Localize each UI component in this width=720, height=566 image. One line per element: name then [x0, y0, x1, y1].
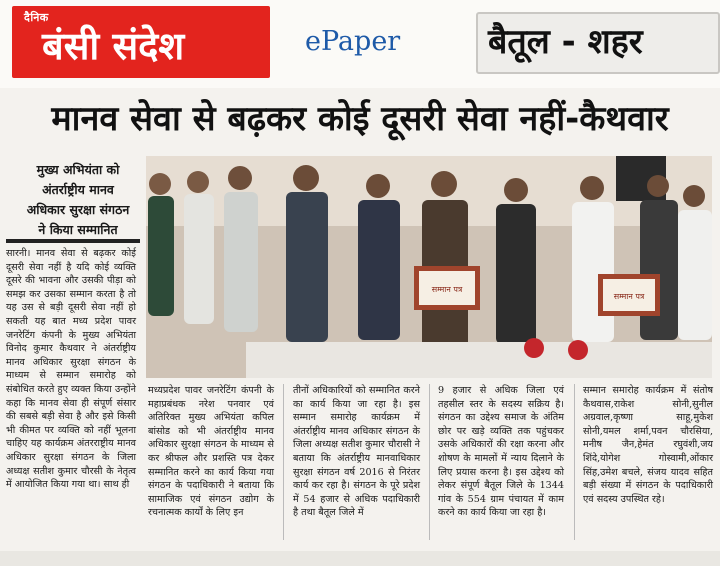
masthead — [0, 0, 720, 88]
certificate-left-label: सम्मान पत्र — [431, 285, 463, 294]
column-divider — [429, 384, 430, 540]
epaper-label: ePaper — [305, 26, 401, 57]
article-subhead: मुख्य अभियंता को अंतर्राष्ट्रीय मानव अधिकार सुरक्षा संगठन ने किया सम्मानित — [26, 162, 130, 237]
article-column-3: तीनों अधिकारियों को सम्मानित करने का कार्य किया जा रहा है। इस सम्मान समारोह कार्यक्रम में अंतर्राष्ट्रीय मानव अधिकार संगठन के जिला अध्यक्ष सतीश कुमार चौरासी ने बताया कि अंतर्राष्ट्रीय मानवाधिकार सुरक्षा संगठन वर्ष 2016 से निरंतर कार्य कर रहा है। संगठन के पूरे प्रदेश में 54 हजार से अधिक पदाधिकारी है तथा बैतूल जिले में — [293, 385, 420, 519]
column-divider — [574, 384, 575, 540]
article-column-5: सम्मान समारोह कार्यक्रम में संतोष कैथवास,राकेश सोनी,सुनील अग्रवाल,कृष्णा साहू,मुकेश सोनी,यमल शर्मा,पवन चौरसिया, मनीष जैन,हेमंत रघुवंशी,जय शिंदे,योगेश गोस्वामी,ओंकार सिंह,उमेश बचले, संजय यादव सहित बड़ी संख्या में संगठन के पदाधिकारी एवं सदस्य उपस्थित रहे। — [583, 385, 713, 505]
section-title: बैतूल - शहर — [488, 22, 643, 62]
article-column-1: सारनी। मानव सेवा से बढ़कर कोई दूसरी सेवा नहीं है यदि कोई व्यक्ति दूसरे की भावना और उसकी पीड़ा को समझ कर उसका सम्मान करता है तो यह उस से बड़ी दूसरी सेवा नहीं हो सकती यह बात मध्य प्रदेश पावर जनरेटिंग कंपनी के मुख्य अभियंता विनोद कुमार कैथवार ने अंतर्राष्ट्रीय मानव अधिकार सुरक्षा संगठन के माध्यम से सम्मान समारोह को संबोधित करते हुए व्यक्त किया उन्होंने कहा कि मानव सेवा ही संपूर्ण संसार की सबसे बड़ी सेवा है और इसे किसी भी कीमत पर व्यक्ति को नहीं भूलना चाहिए यह कार्यक्रम अंतरराष्ट्रीय मानव अधिकार सुरक्षा संगठन के जिला अध्यक्ष सतीश कुमार चौरसी के नेतृत्व में आयोजित किया गया था। साथ ही — [6, 248, 136, 491]
article-headline: मानव सेवा से बढ़कर कोई दूसरी सेवा नहीं-कैथवार — [51, 99, 669, 139]
logo-title: बंसी संदेश — [42, 24, 185, 68]
logo-prefix: दैनिक — [24, 11, 49, 24]
article-column-2: मध्यप्रदेश पावर जनरेटिंग कंपनी के महाप्रबंधक नरेश पनवार एवं अतिरिक्त मुख्य अभियंता कपिल बांसोड को भी अंतर्राष्ट्रीय मानव अधिकार सुरक्षा संगठन के माध्यम से कर श्रीफल और प्रशस्ति पत्र देकर सम्मानित करने का कार्य किया गया संगठन के पदाधिकारी ने बताया कि सामाजिक एवं संगठन उद्योग के रचनात्मक कार्यों के लिए इन — [148, 385, 274, 519]
article-column-4: 9 हजार से अधिक जिला एवं तहसील स्तर के सदस्य सक्रिय है। संगठन का उद्देश्य समाज के अंतिम छोर पर खड़े व्यक्ति तक पहुंचकर उसके अधिकारों की रक्षा करना और शोषण के मामलों में न्याय दिलाने के लिए प्रयास करना है। इस उद्देश्य को लेकर संपूर्ण बैतूल जिले के 1344 गांव के 554 ग्राम पंचायत में काम करने का कार्य किया जा रहा है। — [438, 385, 564, 519]
column-divider — [283, 384, 284, 540]
certificate-right-label: सम्मान पत्र — [613, 292, 645, 301]
flower-bouquet — [524, 338, 544, 358]
subhead-underline — [6, 239, 140, 243]
section-box — [476, 12, 720, 74]
news-photo — [146, 156, 712, 378]
newspaper-logo[interactable] — [12, 6, 270, 78]
next-article-strip — [0, 551, 720, 566]
